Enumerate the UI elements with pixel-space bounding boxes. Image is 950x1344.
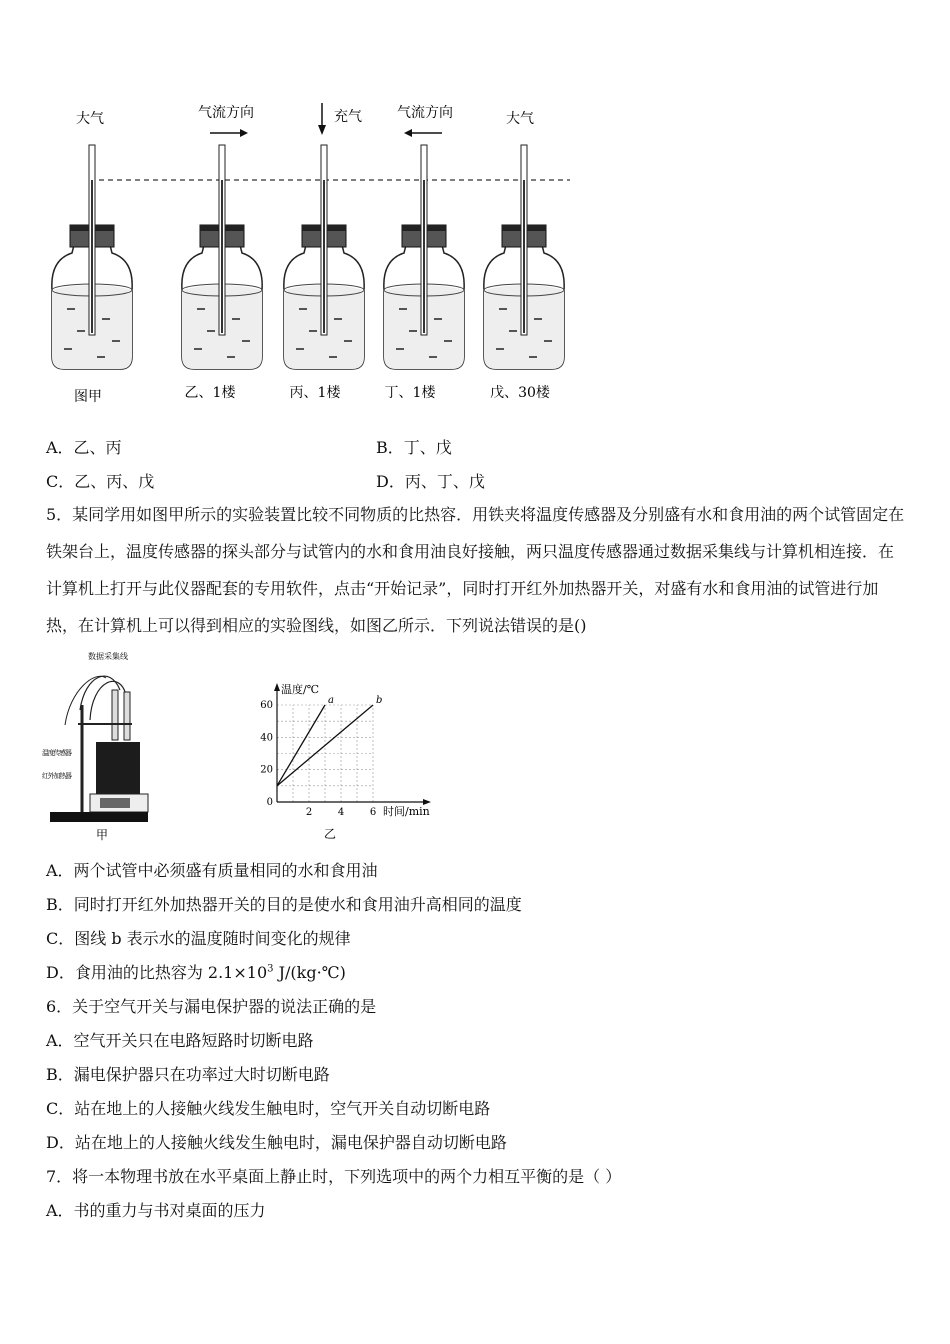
y-tick-label: 20 <box>260 764 273 776</box>
q4-option-b: B．丁、戊 <box>376 438 452 457</box>
bottle-2 <box>182 145 262 369</box>
q5-option-d-prefix: D．食用油的比热容为 2.1×10 <box>46 963 268 982</box>
top-label-4 <box>397 104 453 137</box>
bottom-label-4: 丁、1楼 <box>384 385 436 401</box>
bottle-1 <box>52 145 132 369</box>
q4-option-c: C．乙、丙、戊 <box>46 472 155 491</box>
q5-option-c: C．图线 b 表示水的温度随时间变化的规律 <box>46 929 351 948</box>
q4-option-a: A．乙、丙 <box>46 438 122 457</box>
y-axis-label: 温度/℃ <box>281 683 320 696</box>
series-label-a: a <box>328 695 334 706</box>
top-label-1 <box>76 110 104 127</box>
series-label-b: b <box>376 695 383 706</box>
y-tick-label: 40 <box>260 732 273 744</box>
bottle-3 <box>284 145 364 369</box>
q7-stem: 7．将一本物理书放在水平桌面上静止时，下列选项中的两个力相互平衡的是（ ） <box>46 1167 622 1186</box>
q5-option-d-exponent: 3 <box>267 963 274 975</box>
caption-jia: 甲 <box>95 828 109 842</box>
q5-option-a: A．两个试管中必须盛有质量相同的水和食用油 <box>46 861 378 880</box>
label-data-cable: 数据采集线 <box>88 652 128 661</box>
y-tick-label: 60 <box>260 700 273 711</box>
svg-text:充气: 充气 <box>334 109 362 125</box>
bottom-label-5: 戊、30楼 <box>490 385 550 401</box>
bottle-5 <box>484 145 564 369</box>
svg-text:大气: 大气 <box>506 111 534 127</box>
series-line-a <box>277 705 325 786</box>
chart-grid <box>277 705 373 802</box>
q6-option-a: A．空气开关只在电路短路时切断电路 <box>46 1031 314 1050</box>
label-sensor: 温度传感器 <box>42 749 72 757</box>
x-tick-label: 4 <box>337 807 345 818</box>
x-tick-label: 6 <box>369 807 377 818</box>
bottles-figure <box>30 95 590 415</box>
x-axis-label: 时间/min <box>383 805 430 818</box>
y-tick-label: 0 <box>266 797 273 808</box>
q5-option-d <box>46 960 346 983</box>
x-tick-label: 2 <box>305 807 313 818</box>
bottom-label-3: 丙、1楼 <box>289 385 341 401</box>
top-label-5 <box>506 110 534 127</box>
chart-caption: 乙 <box>323 827 337 841</box>
q4-option-d: D．丙、丁、戊 <box>376 472 485 491</box>
bottom-label-1: 图甲 <box>74 389 102 405</box>
q5-option-d-suffix: J/(kg·℃) <box>273 963 346 982</box>
q5-stem: 5．某同学用如图甲所示的实验装置比较不同物质的比热容．用铁夹将温度传感器及分别盛有水和食用油的两个试管固定在铁架台上，温度传感器的探头部分与试管内的水和食用油良好接触，两只温度传感器通过数据采集线与计算机相连接．在计算机上打开与此仪器配套的专用软件，点击“开始记录”，同时打开红外加热器开关，对盛有水和食用油的试管进行加热，在计算机上可以得到相应的实验图线，如图乙所示．下列说法错误的是() <box>46 505 905 635</box>
q7-option-a: A．书的重力与书对桌面的压力 <box>46 1201 266 1220</box>
q6-option-c: C．站在地上的人接触火线发生触电时，空气开关自动切断电路 <box>46 1099 491 1118</box>
y-axis-arrow <box>274 683 280 691</box>
q6-stem: 6．关于空气开关与漏电保护器的说法正确的是 <box>46 997 377 1016</box>
svg-text:气流方向: 气流方向 <box>198 105 254 121</box>
top-label-2 <box>198 104 254 137</box>
svg-text:大气: 大气 <box>76 111 104 127</box>
label-heater: 红外加热器 <box>42 772 72 780</box>
bottom-label-2: 乙、1楼 <box>184 385 236 401</box>
svg-text:气流方向: 气流方向 <box>397 105 453 121</box>
apparatus-figure <box>40 650 160 845</box>
top-label-3 <box>318 103 362 135</box>
q6-option-d: D．站在地上的人接触火线发生触电时，漏电保护器自动切断电路 <box>46 1133 507 1152</box>
q5-option-b: B．同时打开红外加热器开关的目的是使水和食用油升高相同的温度 <box>46 895 522 914</box>
temperature-chart <box>255 672 445 844</box>
q6-option-b: B．漏电保护器只在功率过大时切断电路 <box>46 1065 330 1084</box>
bottle-4 <box>384 145 464 369</box>
